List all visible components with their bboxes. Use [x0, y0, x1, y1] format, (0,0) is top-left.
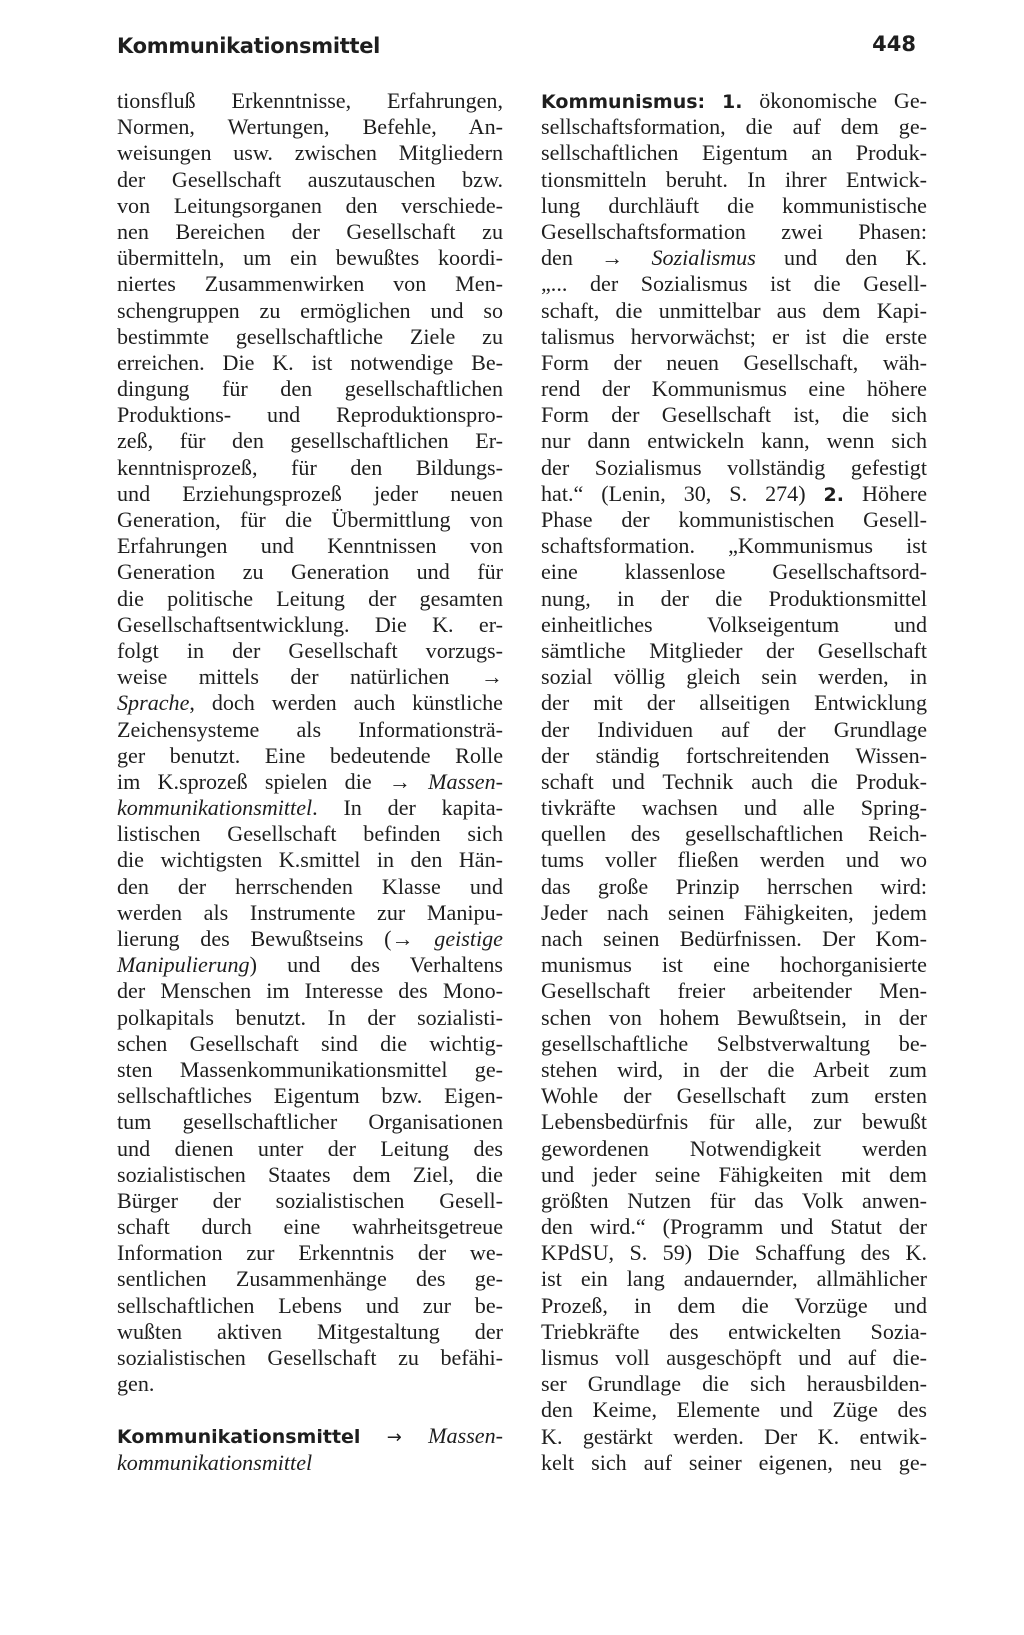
- text-line: lierung des Bewußtseins (→ geistige: [117, 926, 503, 951]
- text-line: im K.sprozeß spielen die → Massen-: [117, 768, 503, 794]
- text-line: Prozeß, in dem die Vorzüge und: [541, 1292, 927, 1318]
- text-line: nur dann entwickeln kann, wenn sich: [541, 428, 927, 454]
- text-line: sozial völlig gleich sein werden, in: [541, 664, 927, 690]
- text-line: von Leitungsorganen den verschiede-: [117, 192, 503, 218]
- text-line: Form der Gesellschaft ist, die sich: [541, 402, 927, 428]
- text-line: weisungen usw. zwischen Mitgliedern: [117, 140, 503, 166]
- text-line: weise mittels der natürlichen →: [117, 664, 503, 690]
- text-line: sellschaftliches Eigentum bzw. Eigen-: [117, 1083, 503, 1109]
- text-line: folgt in der Gesellschaft vorzugs-: [117, 637, 503, 663]
- text-line: ger benutzt. Eine bedeutende Rolle: [117, 742, 503, 768]
- sense-number: 2.: [823, 483, 844, 506]
- text-line: Normen, Wertungen, Befehle, An-: [117, 114, 503, 140]
- text-line: Bürger der sozialistischen Gesell-: [117, 1187, 503, 1213]
- text-line: nen Bereichen der Gesellschaft zu: [117, 218, 503, 244]
- text-line: lung durchläuft die kommunistische: [541, 192, 927, 218]
- text-line: sellschaftlichen Eigentum an Produk-: [541, 140, 927, 166]
- text-line: schaft, die unmittelbar aus dem Kapi-: [541, 297, 927, 323]
- sense-number: 1.: [721, 91, 743, 113]
- text-line: Gesellschaftsformation zwei Phasen:: [541, 218, 927, 244]
- left-text-block-4: [117, 978, 503, 1397]
- text-line: und Erziehungsprozeß jeder neuen: [117, 480, 503, 506]
- text-line: Zeichensysteme als Informationsträ-: [117, 716, 503, 742]
- text-line: ser Grundlage die sich herausbilden-: [541, 1371, 927, 1397]
- text-line: stehen wird, in der die Arbeit zum: [541, 1056, 927, 1082]
- text-line: nach seinen Bedürfnissen. Der Kom-: [541, 926, 927, 951]
- text-line: sämtliche Mitglieder der Gesellschaft: [541, 637, 927, 663]
- text-line: den → Sozialismus und den K.: [541, 245, 928, 271]
- text-line: tionsfluß Erkenntnisse, Erfahrungen,: [117, 88, 503, 113]
- text-line: sellschaftsformation, die auf dem ge-: [541, 114, 927, 140]
- entry-kommunikationsmittel: [117, 1423, 503, 1449]
- text-line: talismus hervorwächst; er ist die erste: [541, 323, 927, 349]
- right-column: [541, 88, 927, 1476]
- text-line: sentlichen Zusammenhänge des ge-: [117, 1266, 503, 1292]
- text-line: Generation, für die Übermittlung von: [117, 507, 503, 532]
- text-line: schaftsformation. „Kommunismus ist: [541, 533, 927, 559]
- text-line: sellschaftlichen Lebens und zur be-: [117, 1292, 503, 1318]
- text-line: der mit der allseitigen Entwicklung: [541, 690, 927, 716]
- text-line: den wird.“ (Programm und Statut der: [541, 1214, 927, 1240]
- text-line: polkapitals benutzt. In der sozialisti-: [117, 1004, 503, 1030]
- text-line: tionsmitteln beruht. In ihrer Entwick-: [541, 166, 927, 192]
- text-line: KPdSU, S. 59) Die Schaffung des K.: [541, 1240, 927, 1266]
- text-line: quellen des gesellschaftlichen Reich-: [541, 821, 927, 847]
- text-line: der Gesellschaft auszutauschen bzw.: [117, 166, 503, 192]
- running-head: Kommunikationsmittel: [117, 34, 381, 58]
- text-line: Manipulierung) und des Verhaltens: [117, 952, 503, 978]
- text-line: Wohle der Gesellschaft zum ersten: [541, 1083, 927, 1109]
- text-line: werden als Instrumente zur Manipu-: [117, 899, 503, 925]
- right-text-block-b: [541, 271, 927, 481]
- text-line: die wichtigsten K.smittel in den Hän-: [117, 847, 503, 873]
- text-line: schen Gesellschaft sind die wichtig-: [117, 1030, 503, 1056]
- text-line: wußten aktiven Mitgestaltung der: [117, 1318, 503, 1344]
- text-line: bestimmte gesellschaftliche Ziele zu: [117, 323, 503, 349]
- text-line: Gesellschaftsentwicklung. Die K. er-: [117, 611, 503, 637]
- lemma: Kommunismus:: [541, 91, 706, 113]
- text-line: Triebkräfte des entwickelten Sozia-: [541, 1318, 927, 1344]
- text-line: Generation zu Generation und für: [117, 559, 503, 585]
- text-line: kommunikationsmittel: [117, 1449, 313, 1475]
- text-line: sten Massenkommunikationsmittel ge-: [117, 1056, 503, 1082]
- text-line: sozialistischen Staates dem Ziel, die: [117, 1161, 503, 1187]
- text-line: ist ein lang andauernder, allmählicher: [541, 1266, 927, 1292]
- text-line: sozialistischen Gesellschaft zu befähi-: [117, 1345, 503, 1370]
- right-text-block-c: [541, 507, 927, 1476]
- text-line: gen.: [117, 1371, 155, 1397]
- text-line: listischen Gesellschaft befinden sich: [117, 821, 503, 847]
- text-line: zeß, für den gesellschaftlichen Er-: [117, 428, 503, 454]
- text-line: das große Prinzip herrschen wird:: [541, 873, 927, 899]
- text-line: Information zur Erkenntnis der we-: [117, 1240, 503, 1266]
- text-line: Form der neuen Gesellschaft, wäh-: [541, 349, 927, 375]
- text-line: rend der Kommunismus eine höhere: [541, 376, 927, 402]
- text-line: lismus voll ausgeschöpft und auf die-: [541, 1345, 927, 1370]
- text-line: kenntnisprozeß, für den Bildungs-: [117, 454, 503, 480]
- text-line: Gesellschaft freier arbeitender Men-: [541, 978, 927, 1004]
- text-line: einheitliches Volkseigentum und: [541, 611, 927, 637]
- text-line: tums voller fließen werden und wo: [541, 847, 927, 873]
- right-text-block-a: [541, 114, 927, 245]
- text-line: Lebensbedürfnis für alle, zur bewußt: [541, 1109, 927, 1135]
- text-line: der ständig fortschreitenden Wissen-: [541, 742, 927, 768]
- cross-reference: Massen-: [428, 1423, 503, 1449]
- text-line: Produktions- und Reproduktionspro-: [117, 402, 503, 428]
- text-line: den der herrschenden Klasse und: [117, 873, 503, 899]
- left-column: [117, 88, 503, 1476]
- left-text-block-3: [117, 821, 503, 926]
- text-line: größten Nutzen für das Volk anwen-: [541, 1187, 927, 1213]
- text-line: dingung für den gesellschaftlichen: [117, 376, 503, 402]
- text-line: Sprache, doch werden auch künstliche: [117, 690, 503, 716]
- text-line: K. gestärkt werden. Der K. entwik-: [541, 1423, 927, 1449]
- left-text-block-2: [117, 717, 503, 769]
- text-line: übermitteln, um ein bewußtes koordi-: [117, 245, 503, 271]
- text-line: tum gesellschaftlicher Organisationen: [117, 1109, 503, 1135]
- text-line: „... der Sozialismus ist die Gesell-: [541, 271, 927, 297]
- entry-kommunismus: Kommunismus: 1. ökonomische Ge-: [541, 88, 927, 113]
- text-line: Erfahrungen und Kenntnissen von: [117, 533, 503, 559]
- text-line: den Keime, Elemente und Züge des: [541, 1397, 927, 1423]
- text-line: Phase der kommunistischen Gesell-: [541, 507, 927, 532]
- text-line: gewordenen Notwendigkeit werden: [541, 1135, 927, 1161]
- page-number: 448: [872, 32, 916, 56]
- text-line: der Individuen auf der Grundlage: [541, 716, 927, 742]
- text-line: eine klassenlose Gesellschaftsord-: [541, 559, 927, 585]
- text-line: der Sozialismus vollständig gefestigt: [541, 454, 927, 480]
- lemma: Kommunikationsmittel: [117, 1426, 361, 1449]
- text-line: hat.“ (Lenin, 30, S. 274) 2. Höhere: [541, 480, 927, 506]
- text-line: schengruppen zu ermöglichen und so: [117, 297, 503, 323]
- text-line: Jeder nach seinen Fähigkeiten, jedem: [541, 899, 927, 925]
- text-line: kommunikationsmittel. In der kapita-: [117, 795, 503, 821]
- text-line: die politische Leitung der gesamten: [117, 585, 503, 611]
- text-line: niertes Zusammenwirken von Men-: [117, 271, 503, 297]
- text-line: kelt sich auf seiner eigenen, neu ge-: [541, 1449, 927, 1475]
- text-line: schaft durch eine wahrheitsgetreue: [117, 1214, 503, 1240]
- text-line: und jeder seine Fähigkeiten mit dem: [541, 1161, 927, 1187]
- text-line: schaft und Technik auch die Produk-: [541, 768, 927, 794]
- text-line: tivkräfte wachsen und alle Spring-: [541, 795, 927, 821]
- cross-reference-arrow-icon: →: [386, 1427, 402, 1449]
- text-line: der Menschen im Interesse des Mono-: [117, 978, 503, 1004]
- text-line: gesellschaftliche Selbstverwaltung be-: [541, 1030, 927, 1056]
- text-line: nung, in der die Produktionsmittel: [541, 585, 927, 611]
- text-line: schen von hohem Bewußtsein, in der: [541, 1004, 927, 1030]
- text-line: munismus ist eine hochorganisierte: [541, 952, 927, 978]
- text-line: und dienen unter der Leitung des: [117, 1135, 503, 1161]
- text-line: erreichen. Die K. ist notwendige Be-: [117, 349, 503, 375]
- left-text-block-1: [117, 88, 503, 690]
